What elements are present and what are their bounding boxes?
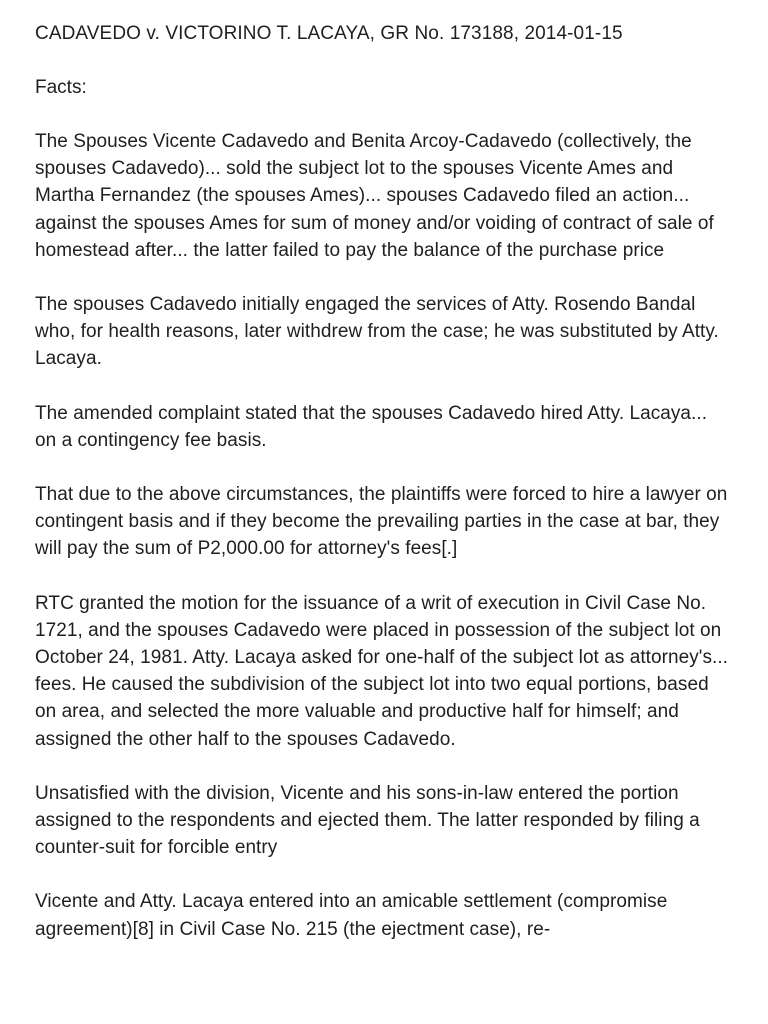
paragraph-counsel-substitution: The spouses Cadavedo initially engaged the services of Atty. Rosendo Bandal who, for health reasons, later withdrew from the case; he was substituted by Atty. Lacaya. bbox=[35, 294, 719, 370]
paragraph-sale-and-action: The Spouses Vicente Cadavedo and Benita Arcoy-Cadavedo (collectively, the spouses Cadavedo)... sold the subject lot to the spouses Vicente Ames and Martha Fernandez (the spouses Ames)... spouses Cadavedo filed an action... against the spouses Ames for sum of money and/or voiding of contract of sale of homestead after... the latter failed to pay the balance of the purchase price bbox=[35, 131, 714, 261]
case-title: CADAVEDO v. VICTORINO T. LACAYA, GR No. 173188, 2014-01-15 bbox=[35, 23, 623, 44]
paragraph-forcible-entry: Unsatisfied with the division, Vicente and his sons-in-law entered the portion assigned to the respondents and ejected them. The latter responded by filing a counter-suit for forcible entry bbox=[35, 782, 700, 859]
paragraph-contingency-fee: The amended complaint stated that the spouses Cadavedo hired Atty. Lacaya... on a contingency fee basis. bbox=[35, 402, 708, 451]
paragraph-writ-of-execution: RTC granted the motion for the issuance of a writ of execution in Civil Case No. 1721, and the spouses Cadavedo were placed in possession of the subject lot on October 24, 1981. Atty. Lacaya asked for one-half of the subject lot as attorney's... fees. He caused the subdivision of the subject lot into two equal portions, based on area, and selected the more valuable and productive half for himself; and assigned the other half to the spouses Cadavedo. bbox=[35, 592, 728, 750]
paragraph-amicable-settlement: Vicente and Atty. Lacaya entered into an amicable settlement (compromise agreement)[8] in Civil Case No. 215 (the ejectment case), re- bbox=[35, 891, 668, 940]
paragraph-complaint-quote: That due to the above circumstances, the plaintiffs were forced to hire a lawyer on contingent basis and if they become the prevailing parties in the case at bar, they will pay the sum of P2,000.00 for attorney's fees[.] bbox=[35, 484, 728, 560]
section-heading-facts: Facts: bbox=[35, 77, 87, 98]
